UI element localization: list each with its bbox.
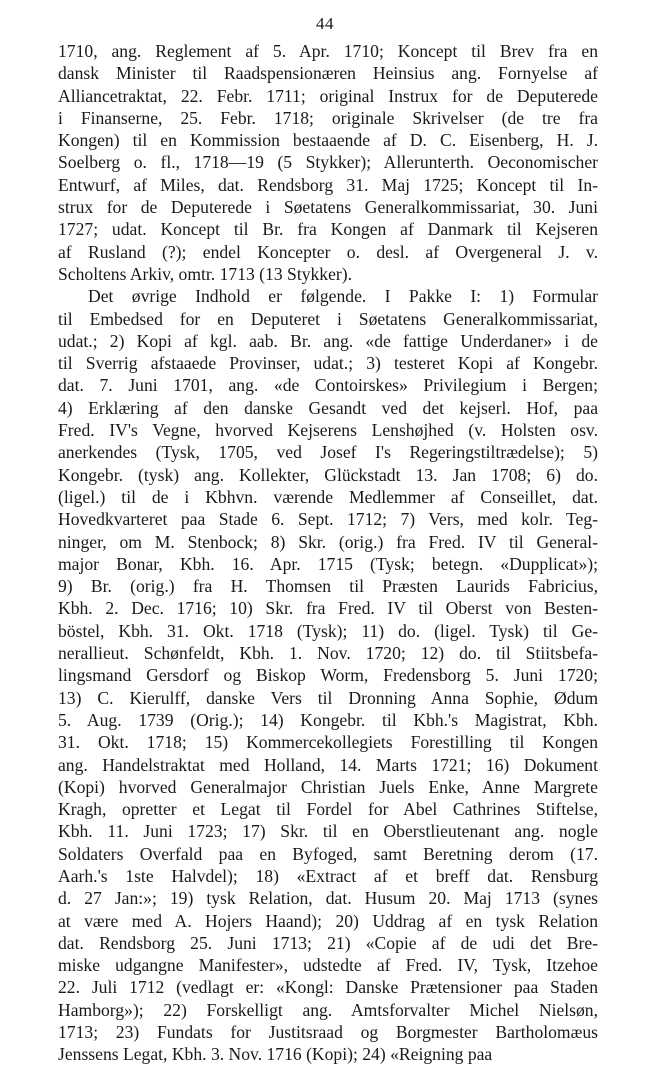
text-line: dat. 7. Juni 1701, ang. «de Contoirskes» Privilegium i Bergen; [58,375,598,396]
text-line: (ligel.) til de i Kbhvn. værende Medlemmer af Conseillet, dat. [58,486,598,507]
text-line: Alliancetraktat, 22. Febr. 1711; original Instrux for de Deputerede [58,85,598,106]
text-line: Soldaters Overfald paa en Byfoged, samt Beretning derom (17. [58,843,598,864]
text-line: Kbh. 11. Juni 1723; 17) Skr. til en Oberstlieutenant ang. nogle [58,821,598,842]
text-line: 1713; 23) Fundats for Justitsraad og Borgmester Bartholomæus [58,1022,598,1043]
text-line: 22. Juli 1712 (vedlagt er: «Kongl: Danske Prætensioner paa Staden [58,977,598,998]
paragraph-other-contents [58,285,598,1065]
text-line: strux for de Deputerede i Søetatens Generalkommissariat, 30. Juni [58,197,598,218]
text-line: dansk Minister til Raadspensionæren Heinsius ang. Fornyelse af [58,63,598,84]
text-line: miske udgangne Manifester», udstedte af Fred. IV, Tysk, Itzehoe [58,955,598,976]
text-line: dat. Rendsborg 25. Juni 1713; 21) «Copie af de udi det Bre- [58,932,598,953]
text-line: 13) C. Kierulff, danske Vers til Dronning Anna Sophie, Ødum [58,687,598,708]
text-line: Scholtens Arkiv, omtr. 1713 (13 Stykker). [58,263,353,284]
text-line: af Rusland (?); endel Koncepter o. desl. af Overgeneral J. v. [58,241,598,262]
text-line: Kbh. 2. Dec. 1716; 10) Skr. fra Fred. IV til Oberst von Besten- [58,598,598,619]
text-line: Entwurf, af Miles, dat. Rendsborg 31. Maj 1725; Koncept til In- [58,174,598,195]
text-line: major Bonar, Kbh. 16. Apr. 1715 (Tysk; betegn. «Dupplicat»); [58,553,598,574]
text-line: 1727; udat. Koncept til Br. fra Kongen af Danmark til Kejseren [58,219,598,240]
text-line: Det øvrige Indhold er følgende. I Pakke I: 1) Formular [88,286,598,307]
text-line: nerallieut. Schønfeldt, Kbh. 1. Nov. 1720; 12) do. til Stiitsbefa- [58,643,598,664]
text-line: anerkendes (Tysk, 1705, ved Josef I's Regeringstiltrædelse); 5) [58,442,598,463]
text-line: 5. Aug. 1739 (Orig.); 14) Kongebr. til Kbh.'s Magistrat, Kbh. [58,709,598,730]
text-line: 1710, ang. Reglement af 5. Apr. 1710; Koncept til Brev fra en [58,41,598,61]
text-line: Hamborg»); 22) Forskelligt ang. Amtsforvalter Michel Nielsøn, [58,999,598,1020]
body-text [58,40,598,1066]
text-line: Hovedkvarteret paa Stade 6. Sept. 1712; 7) Vers, med kolr. Teg- [58,509,598,530]
text-line: d. 27 Jan:»; 19) tysk Relation, dat. Husum 20. Maj 1713 (synes [58,888,598,909]
text-line: ninger, om M. Stenbock; 8) Skr. (orig.) fra Fred. IV til General- [58,531,598,552]
text-line: at være med A. Hojers Haand); 20) Uddrag af en tysk Relation [58,910,598,931]
paragraph-archive-contents [58,40,598,285]
text-line: (Kopi) hvorved Generalmajor Christian Juels Enke, Anne Margrete [58,776,598,797]
text-line: 9) Br. (orig.) fra H. Thomsen til Præsten Laurids Fabricius, [58,576,598,597]
text-line: Kragh, opretter et Legat til Fordel for Abel Cathrines Stiftelse, [58,799,598,820]
text-line: böstel, Kbh. 31. Okt. 1718 (Tysk); 11) do. (ligel. Tysk) til Ge- [58,620,598,641]
text-line: 31. Okt. 1718; 15) Kommercekollegiets Forestilling til Kongen [58,732,598,753]
text-line: Kongen) til en Kommission bestaaende af D. C. Eisenberg, H. J. [58,130,598,151]
text-line: lingsmand Gersdorf og Biskop Worm, Fredensborg 5. Juni 1720; [58,665,598,686]
text-line: Aarh.'s 1ste Halvdel); 18) «Extract af et breff dat. Rensburg [58,865,598,886]
text-line: Fred. IV's Vegne, hvorved Kejserens Lenshøjhed (v. Holsten osv. [58,420,598,441]
page-number: 44 [316,14,334,33]
text-line: til Embedsed for en Deputeret i Søetatens Generalkommissariat, [58,308,598,329]
text-line: udat.; 2) Kopi af kgl. aab. Br. ang. «de fattige Underdaner» i de [58,330,598,351]
text-line: 4) Erklæring af den danske Gesandt ved det kejserl. Hof, paa [58,397,598,418]
text-line: ang. Handelstraktat med Holland, 14. Marts 1721; 16) Dokument [58,754,598,775]
text-line: til Sverrig afstaaede Provinser, udat.; 3) testeret Kopi af Kongebr. [58,353,598,374]
text-line: Kongebr. (tysk) ang. Kollekter, Glückstadt 13. Jan 1708; 6) do. [58,464,598,485]
text-line: Jenssens Legat, Kbh. 3. Nov. 1716 (Kopi); 24) «Reigning paa [58,1044,493,1065]
text-line: Soelberg o. fl., 1718—19 (5 Stykker); Allerunterth. Oeconomischer [58,152,598,173]
text-line: i Finanserne, 25. Febr. 1718; originale Skrivelser (de tre fra [58,107,598,128]
